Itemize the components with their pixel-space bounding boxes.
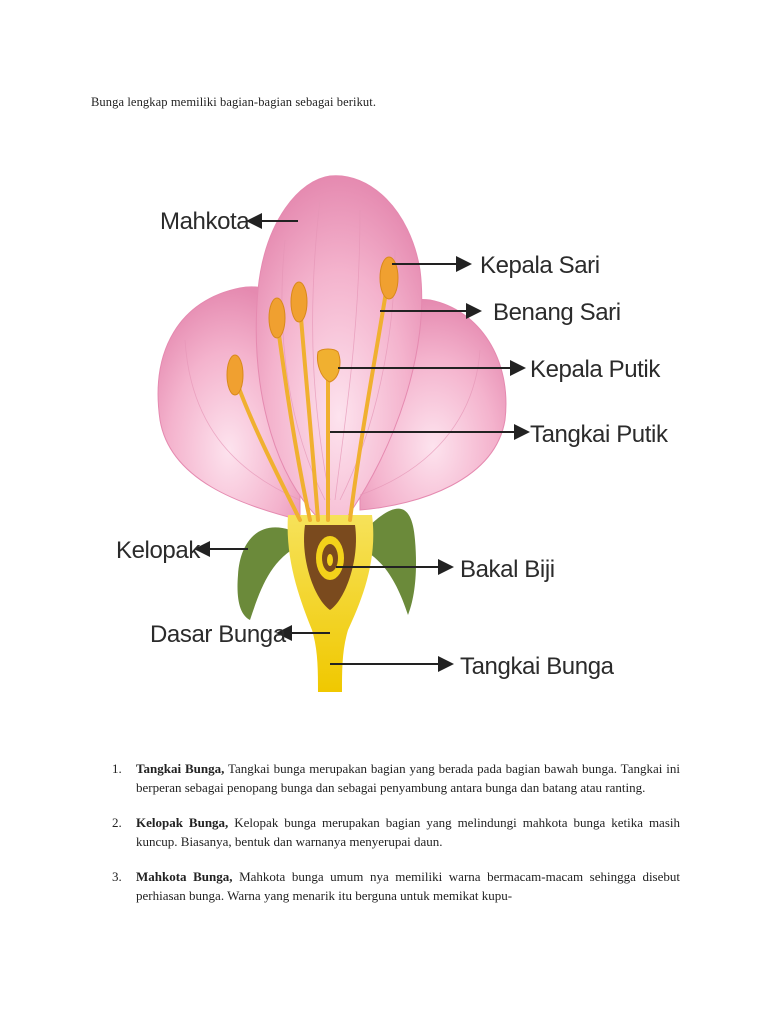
label-kepala-putik: Kepala Putik bbox=[530, 356, 660, 383]
label-benang-sari: Benang Sari bbox=[493, 299, 621, 326]
flower-parts-list bbox=[112, 760, 680, 922]
list-term: Mahkota Bunga, bbox=[136, 869, 233, 884]
list-number: 2. bbox=[112, 815, 122, 830]
list-term: Tangkai Bunga, bbox=[136, 761, 225, 776]
label-mahkota: Mahkota bbox=[160, 208, 250, 235]
list-text: Tangkai bunga merupakan bagian yang berada pada bagian bawah bunga. Tangkai ini berperan sebagai penopang bunga dan sebagai penyambung antara bunga dan batang atau ranting. bbox=[136, 761, 680, 795]
list-term: Kelopak Bunga, bbox=[136, 815, 229, 830]
list-item bbox=[112, 760, 680, 797]
list-item bbox=[112, 868, 680, 905]
label-dasar-bunga: Dasar Bunga bbox=[150, 621, 286, 648]
list-text: Kelopak bunga merupakan bagian yang melindungi mahkota bunga ketika masih kuncup. Biasanya, bentuk dan warnanya menyerupai daun. bbox=[136, 815, 680, 849]
label-kepala-sari: Kepala Sari bbox=[480, 252, 600, 279]
list-item bbox=[112, 814, 680, 851]
label-tangkai-putik: Tangkai Putik bbox=[530, 421, 668, 448]
list-number: 1. bbox=[112, 761, 122, 776]
intro-text: Bunga lengkap memiliki bagian-bagian sebagai berikut. bbox=[91, 95, 377, 109]
list-number: 3. bbox=[112, 869, 122, 884]
label-kelopak: Kelopak bbox=[116, 537, 200, 564]
label-tangkai-bunga: Tangkai Bunga bbox=[460, 653, 614, 680]
label-bakal-biji: Bakal Biji bbox=[460, 556, 555, 583]
list-text: Mahkota bunga umum nya memiliki warna bermacam-macam sehingga disebut perhiasan bunga. Warna yang menarik itu berguna untuk memikat kupu- bbox=[136, 869, 680, 903]
